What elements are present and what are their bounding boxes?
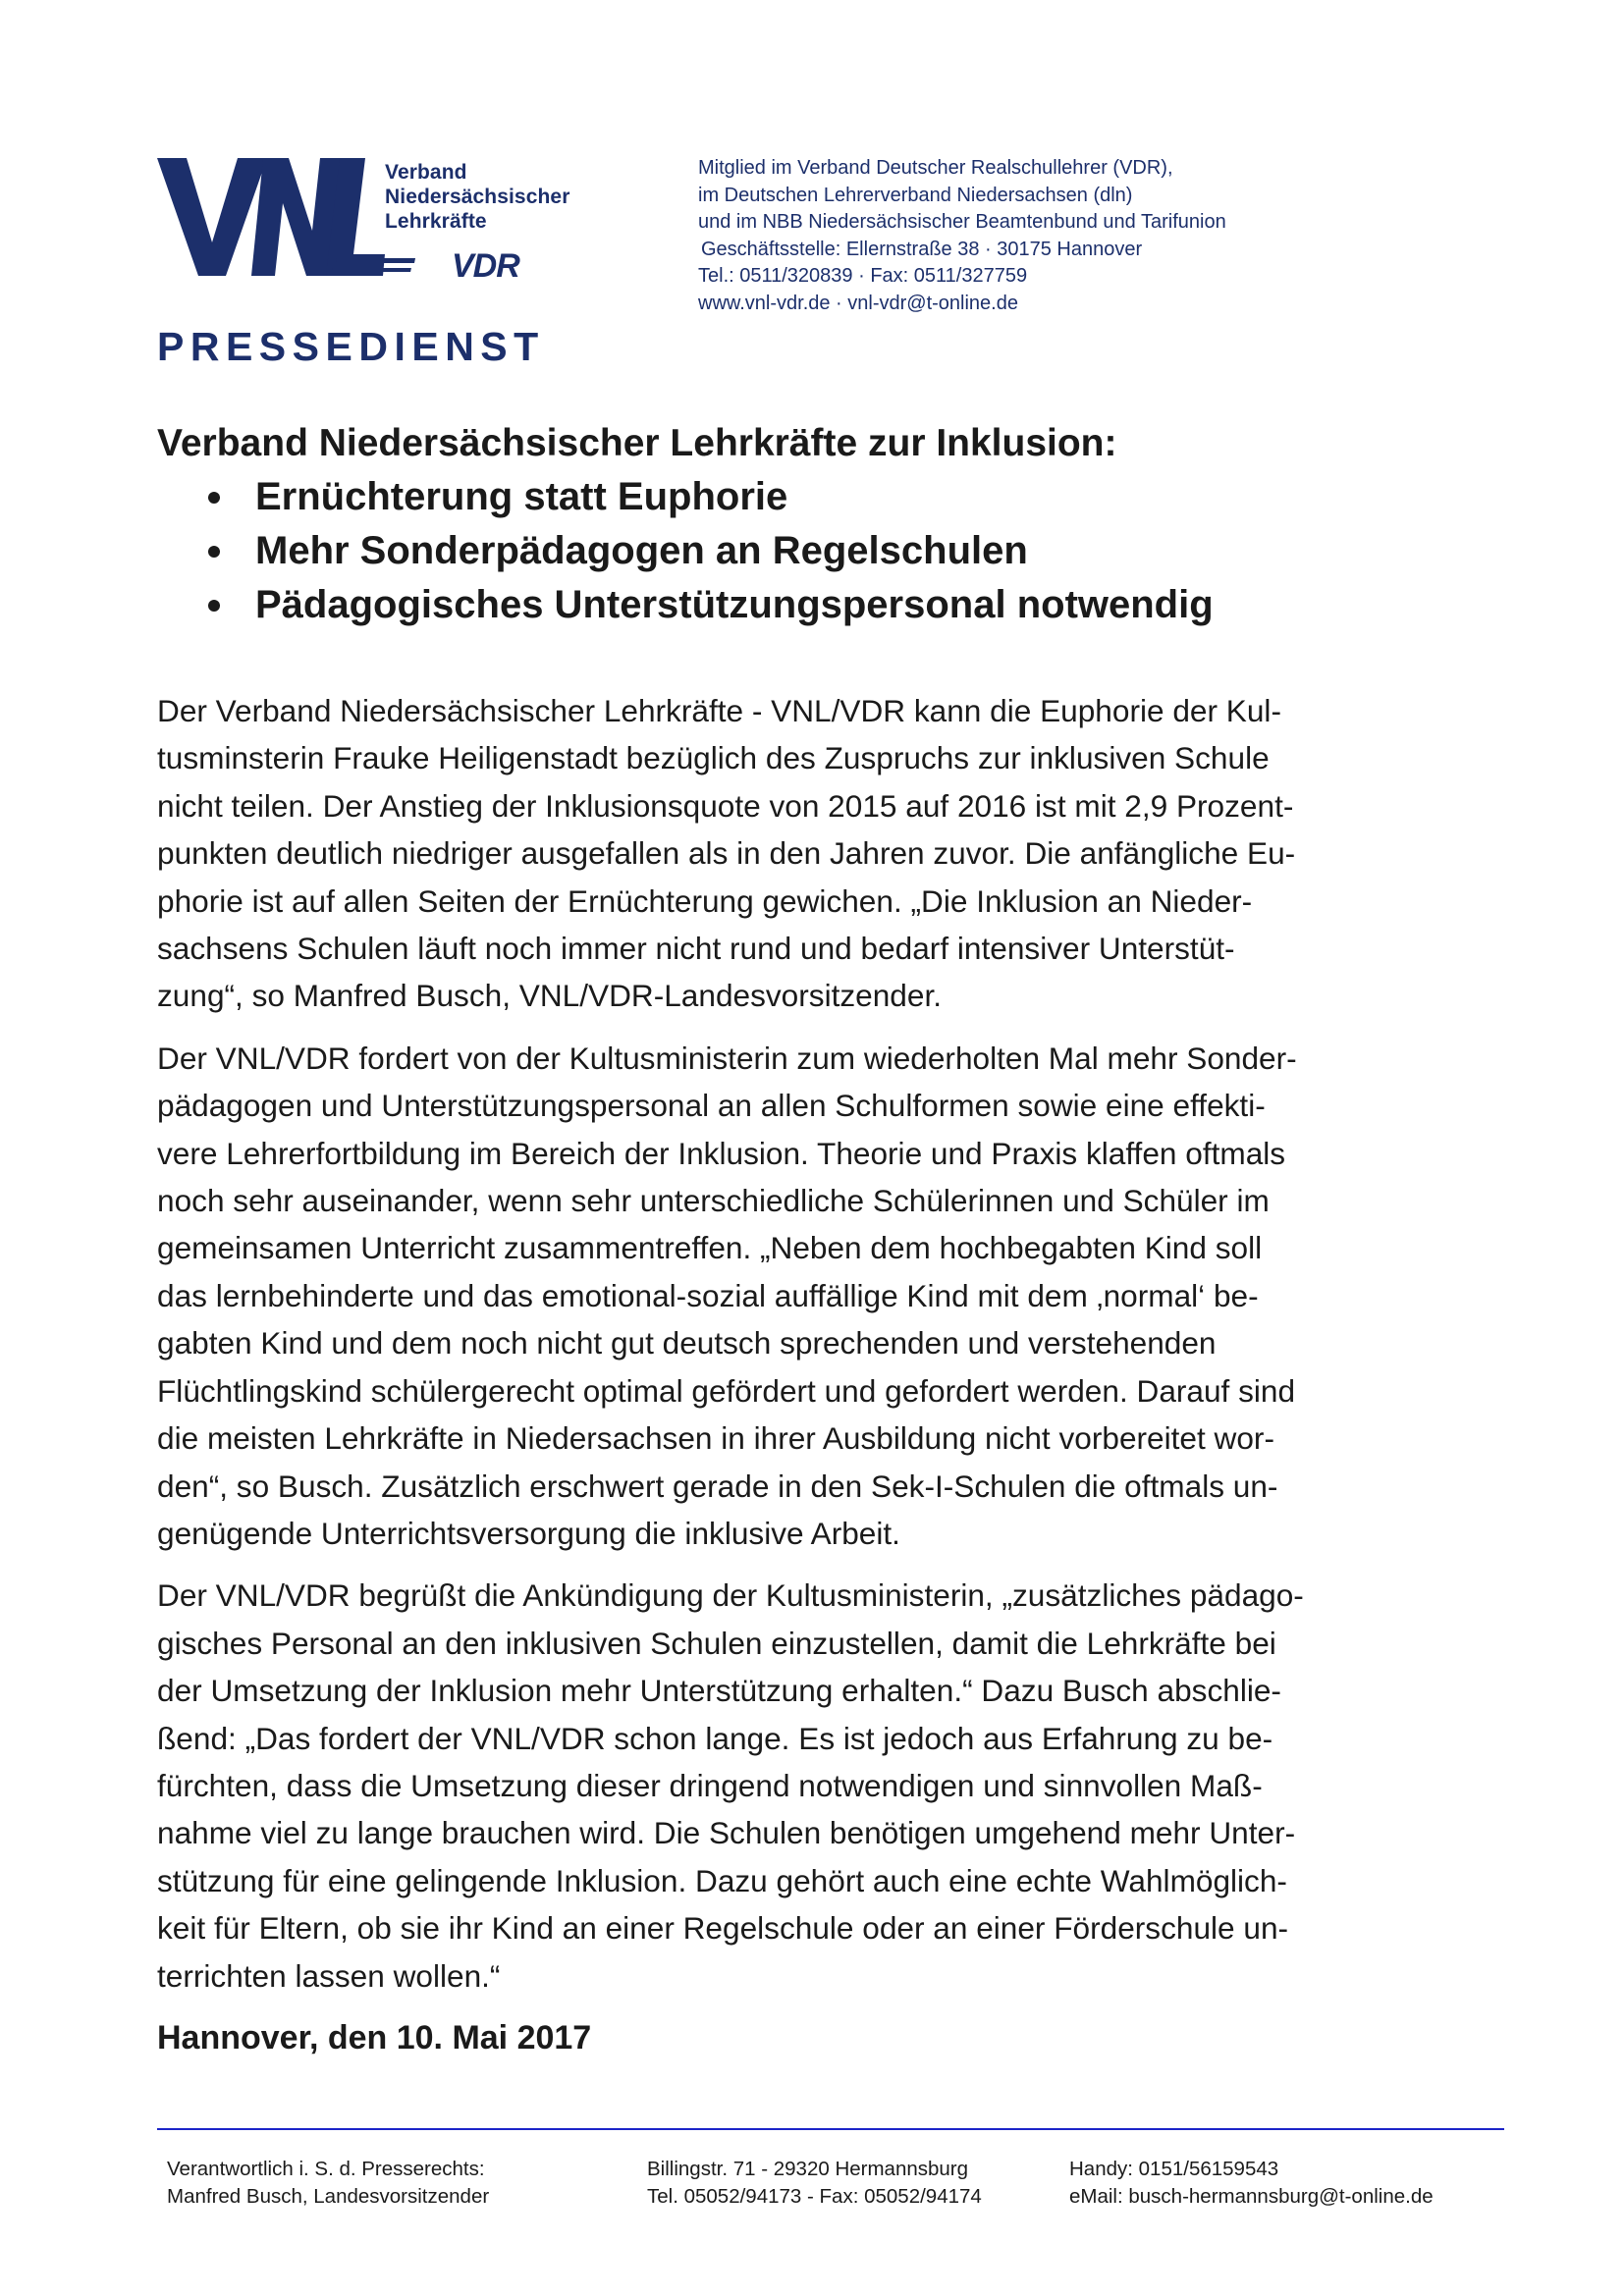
dateline: Hannover, den 10. Mai 2017 — [157, 2018, 592, 2056]
logo-text-line: Verband — [385, 161, 467, 184]
text-line: Der VNL/VDR fordert von der Kultusministerin zum wiederholten Mal mehr Sonder- — [157, 1040, 1297, 1076]
text-line: noch sehr auseinander, wenn sehr unterschiedliche Schülerinnen und Schüler im — [157, 1183, 1270, 1219]
membership-line: und im NBB Niedersächsischer Beamtenbund und Tarifunion — [698, 211, 1226, 233]
membership-line: Mitglied im Verband Deutscher Realschullehrer (VDR), — [698, 157, 1173, 179]
footer-email[interactable]: eMail: busch-hermannsburg@t-online.de — [1069, 2184, 1434, 2208]
membership-line: im Deutschen Lehrerverband Niedersachsen (dln) — [698, 184, 1133, 206]
text-line: das lernbehinderte und das emotional-sozial auffällige Kind mit dem ‚normal‘ be- — [157, 1277, 1259, 1313]
headline — [157, 417, 1473, 632]
headline-bullets — [157, 470, 1473, 632]
text-line: genügende Unterrichtsversorgung die inklusive Arbeit. — [157, 1515, 900, 1551]
headline-title: Verband Niedersächsischer Lehrkräfte zur Inklusion: — [157, 422, 1117, 464]
text-line: sachsens Schulen läuft noch immer nicht rund und bedarf intensiver Unterstüt- — [157, 931, 1235, 967]
text-line: gemeinsamen Unterricht zusammentreffen. „Neben dem hochbegabten Kind soll — [157, 1230, 1263, 1266]
footer-line: Handy: 0151/56159543 — [1069, 2158, 1279, 2180]
page-title: PRESSEDIENST — [157, 324, 545, 369]
office-address: Geschäftsstelle: Ellernstraße 38 · 30175 Hannover — [701, 238, 1143, 260]
footer-line: Billingstr. 71 - 29320 Hermannsburg — [647, 2158, 969, 2180]
footer-line: Tel. 05052/94173 - Fax: 05052/94174 — [647, 2184, 982, 2208]
logo-vdr-text: VDR — [452, 247, 519, 285]
text-line: tusminsterin Frauke Heiligenstadt bezüglich des Zuspruchs zur inklusiven Schule — [157, 740, 1270, 776]
headline-bullet: Mehr Sonderpädagogen an Regelschulen — [157, 524, 1473, 578]
web-email[interactable]: www.vnl-vdr.de · vnl-vdr@t-online.de — [698, 292, 1018, 314]
paragraph-1 — [157, 687, 1473, 1020]
footer-line: Manfred Busch, Landesvorsitzender — [167, 2184, 490, 2208]
footer-address — [647, 2156, 982, 2210]
vnl-vdr-logo — [157, 152, 589, 290]
footer-responsible — [167, 2156, 489, 2210]
text-line: phorie ist auf allen Seiten der Ernüchterung gewichen. „Die Inklusion an Nieder- — [157, 882, 1253, 919]
text-line: Flüchtlingskind schülergerecht optimal gefördert und gefordert werden. Darauf sind — [157, 1372, 1296, 1409]
text-line: stützung für eine gelingende Inklusion. Dazu gehört auch eine echte Wahlmöglich- — [157, 1862, 1287, 1898]
headline-bullet: Ernüchterung statt Euphorie — [157, 470, 1473, 524]
bullet-icon — [208, 546, 220, 558]
text-line: die meisten Lehrkräfte in Niedersachsen in ihrer Ausbildung nicht vorbereitet wor- — [157, 1420, 1274, 1457]
bullet-icon — [208, 600, 220, 612]
text-line: terrichten lassen wollen.“ — [157, 1957, 501, 1994]
bullet-icon — [208, 492, 220, 504]
text-line: keit für Eltern, ob sie ihr Kind an einer Regelschule oder an einer Förderschule un- — [157, 1910, 1289, 1947]
text-line: vere Lehrerfortbildung im Bereich der Inklusion. Theorie und Praxis klaffen oftmals — [157, 1135, 1286, 1171]
footer-line: Verantwortlich i. S. d. Presserechts: — [167, 2158, 485, 2180]
logo-text — [385, 160, 569, 234]
text-line: gabten Kind und dem noch nicht gut deutsch sprechenden und verstehenden — [157, 1325, 1217, 1362]
text-line: Der VNL/VDR begrüßt die Ankündigung der Kultusministerin, „zusätzliches pädago- — [157, 1577, 1304, 1614]
press-release-body — [157, 687, 1473, 2061]
footer-divider — [157, 2128, 1504, 2130]
text-line: nahme viel zu lange brauchen wird. Die Schulen benötigen umgehend mehr Unter- — [157, 1815, 1296, 1851]
phone-fax: Tel.: 0511/320839 · Fax: 0511/327759 — [698, 265, 1028, 287]
logo-text-line: Niedersächsischer — [385, 186, 570, 208]
text-line: der Umsetzung der Inklusion mehr Unterstützung erhalten.“ Dazu Busch abschlie- — [157, 1673, 1281, 1709]
paragraph-2 — [157, 1035, 1473, 1557]
headline-bullet: Pädagogisches Unterstützungspersonal notwendig — [157, 578, 1473, 632]
paragraph-3 — [157, 1572, 1473, 2000]
text-line: gisches Personal an den inklusiven Schulen einzustellen, damit die Lehrkräfte bei — [157, 1625, 1276, 1661]
footer-contact — [1069, 2156, 1434, 2210]
text-line: punkten deutlich niedriger ausgefallen als in den Jahren zuvor. Die anfängliche Eu- — [157, 835, 1296, 872]
logo-text-line: Lehrkräfte — [385, 210, 487, 233]
text-line: pädagogen und Unterstützungspersonal an allen Schulformen sowie eine effekti- — [157, 1088, 1266, 1124]
text-line: nicht teilen. Der Anstieg der Inklusionsquote von 2015 auf 2016 ist mit 2,9 Prozent- — [157, 787, 1294, 824]
text-line: den“, so Busch. Zusätzlich erschwert gerade in den Sek-I-Schulen die oftmals un- — [157, 1468, 1278, 1504]
membership-info — [698, 155, 1226, 317]
text-line: fürchten, dass die Umsetzung dieser dringend notwendigen und sinnvollen Maß- — [157, 1767, 1263, 1803]
text-line: zung“, so Manfred Busch, VNL/VDR-Landesvorsitzender. — [157, 978, 943, 1014]
text-line: Der Verband Niedersächsischer Lehrkräfte - VNL/VDR kann die Euphorie der Kul- — [157, 693, 1281, 728]
text-line: ßend: „Das fordert der VNL/VDR schon lange. Es ist jedoch aus Erfahrung zu be- — [157, 1720, 1273, 1756]
